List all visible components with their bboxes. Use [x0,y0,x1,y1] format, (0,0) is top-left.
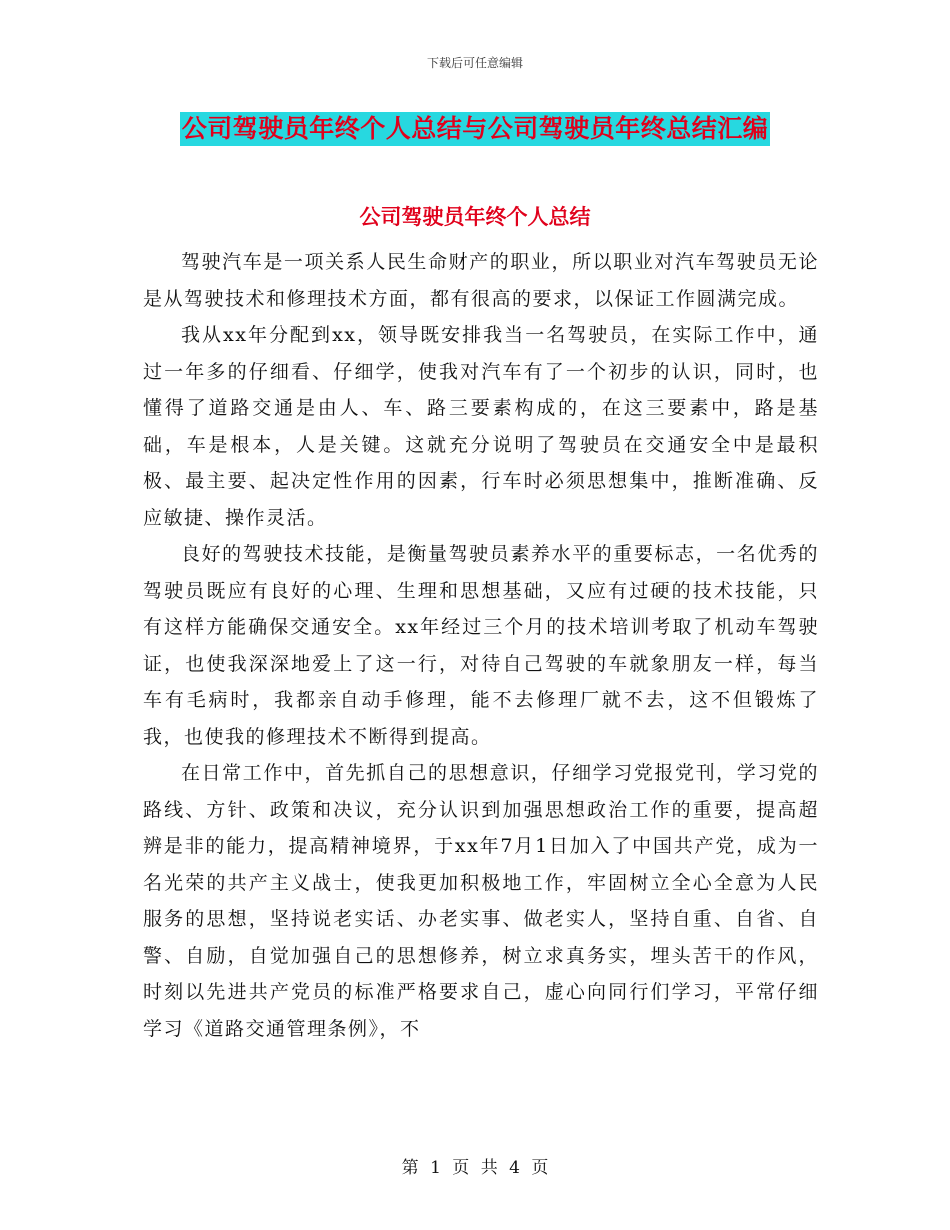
paragraph-1: 驾驶汽车是一项关系人民生命财产的职业，所以职业对汽车驾驶员无论是从驾驶技术和修理技术方面，都有很高的要求，以保证工作圆满完成。 [143,251,819,310]
paragraph-4: 在日常工作中，首先抓自己的思想意识，仔细学习党报党刊，学习党的路线、方针、政策和决议，充分认识到加强思想政治工作的重要，提高超辨是非的能力，提高精神境界，于xx年7月1日加入了中国共产党，成为一名光荣的共产主义战士，使我更加积极地工作，牢固树立全心全意为人民服务的思想，坚持说老实话、办老实事、做老实人，坚持自重、自省、自警、自励，自觉加强自己的思想修养，树立求真务实，埋头苦干的作风，时刻以先进共产党员的标准严格要求自己，虚心向同行们学习，平常仔细学习《道路交通管理条例》，不 [143,762,819,1040]
document-title [0,112,950,146]
page-number-footer: 第 1 页 共 4 页 [401,1158,549,1178]
paragraph-3: 良好的驾驶技术技能，是衡量驾驶员素养水平的重要标志，一名优秀的驾驶员既应有良好的心理、生理和思想基础，又应有过硬的技术技能，只有这样方能确保交通安全。xx年经过三个月的技术培训考取了机动车驾驶证，也使我深深地爱上了这一行，对待自己驾驶的车就象朋友一样，每当车有毛病时，我都亲自动手修理，能不去修理厂就不去，这不但锻炼了我，也使我的修理技术不断得到提高。 [143,543,819,748]
section-title: 公司驾驶员年终个人总结 [359,204,591,229]
document-title-text: 公司驾驶员年终个人总结与公司驾驶员年终总结汇编 [180,112,771,146]
document-body [143,244,819,1047]
paragraph-2: 我从xx年分配到xx，领导既安排我当一名驾驶员，在实际工作中，通过一年多的仔细看、仔细学，使我对汽车有了一个初步的认识，同时，也懂得了道路交通是由人、车、路三要素构成的，在这三要素中，路是基础，车是根本，人是关键。这就充分说明了驾驶员在交通安全中是最积极、最主要、起决定性作用的因素，行车时必须思想集中，推断准确、反应敏捷、操作灵活。 [143,324,819,529]
header-note: 下载后可任意编辑 [426,56,523,70]
